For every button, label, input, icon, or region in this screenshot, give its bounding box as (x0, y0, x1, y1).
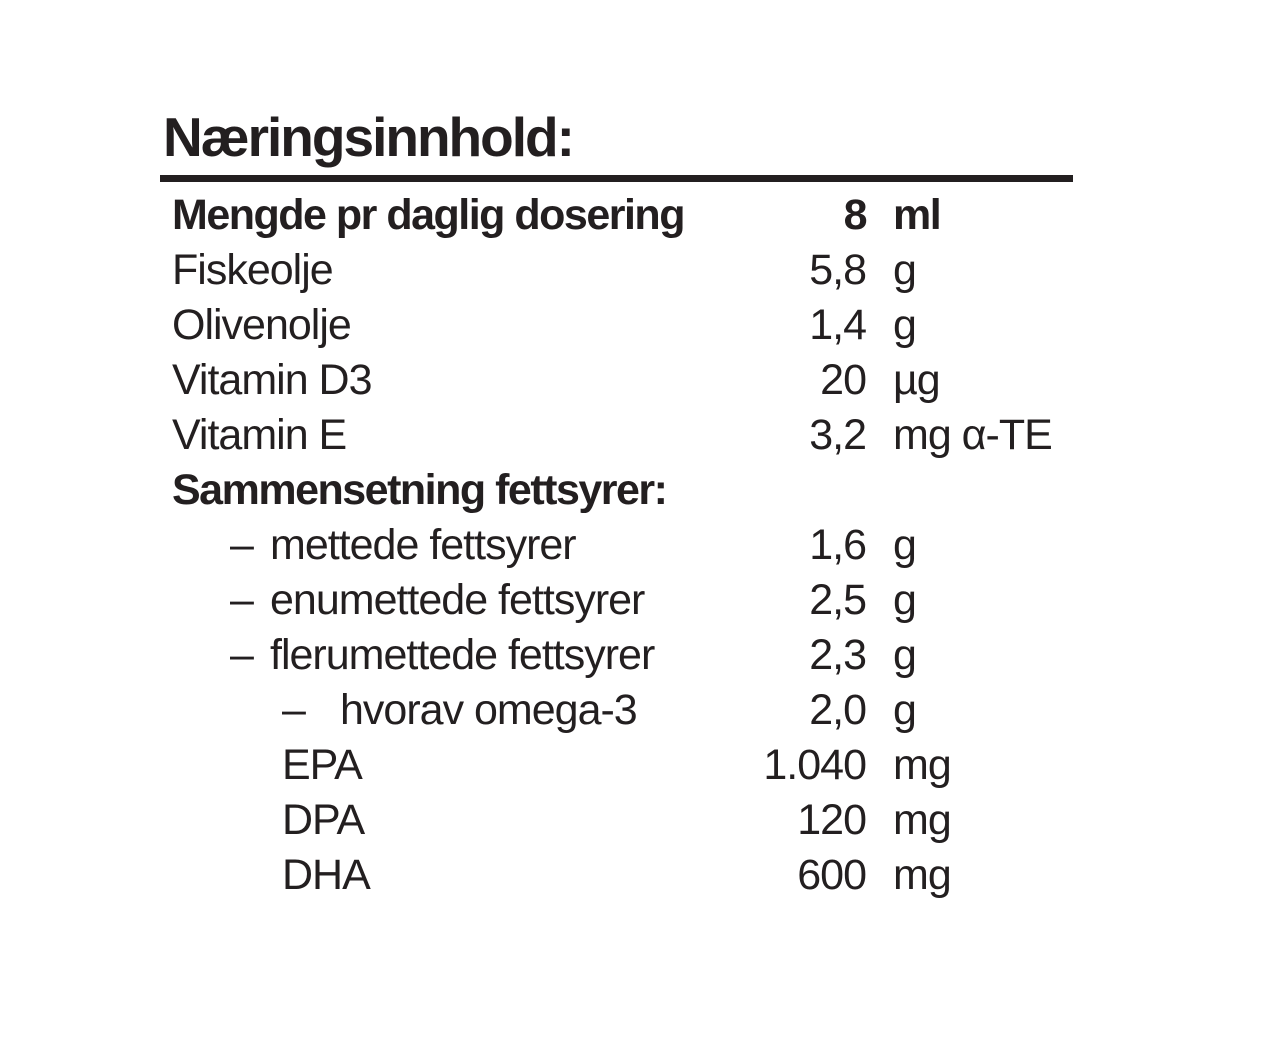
row-label-text: enumettede fettsyrer (270, 576, 645, 624)
list-dash: – (230, 576, 253, 624)
row-unit: g (893, 631, 916, 679)
row-label (160, 408, 736, 463)
table-row (160, 628, 1073, 683)
row-label-text: Vitamin E (172, 411, 347, 459)
row-value: 1,4 (809, 301, 866, 349)
table-row (160, 793, 1073, 848)
row-value: 8 (843, 191, 866, 239)
row-label (160, 298, 736, 353)
row-value: 2,3 (809, 631, 866, 679)
row-unit: g (893, 301, 916, 349)
row-unit: mg α-TE (893, 411, 1052, 459)
row-label (160, 793, 736, 848)
row-label-text: Vitamin D3 (172, 356, 372, 404)
row-label (160, 518, 736, 573)
table-row (160, 298, 1073, 353)
row-value: 120 (797, 796, 866, 844)
row-label (160, 738, 736, 793)
row-label (160, 188, 736, 243)
row-unit: g (893, 246, 916, 294)
nutrition-panel (160, 108, 1073, 903)
row-unit: ml (893, 191, 941, 239)
table-row (160, 573, 1073, 628)
row-unit: g (893, 521, 916, 569)
list-dash: – (230, 631, 253, 679)
table-row (160, 848, 1073, 903)
row-label (160, 353, 736, 408)
row-value: 1,6 (809, 521, 866, 569)
row-value: 2,0 (809, 686, 866, 734)
row-label-text: DPA (282, 796, 365, 844)
table-row (160, 188, 1073, 243)
table-row (160, 408, 1073, 463)
row-label-text: DHA (282, 851, 370, 899)
row-label-text: Fiskeolje (172, 246, 333, 294)
row-label (160, 683, 736, 738)
row-label-text: flerumettede fettsyrer (270, 631, 655, 679)
table-row (160, 518, 1073, 573)
row-label (160, 243, 736, 298)
row-unit: mg (893, 796, 951, 844)
row-label (160, 573, 736, 628)
row-value: 20 (820, 356, 866, 404)
list-dash: – (230, 521, 253, 569)
row-label-text: hvorav omega-3 (340, 686, 637, 734)
title-underline-rule (160, 175, 1073, 182)
panel-title: Næringsinnhold: (163, 106, 573, 168)
table-row (160, 353, 1073, 408)
table-row (160, 683, 1073, 738)
row-label-text: EPA (282, 741, 362, 789)
row-value: 1.040 (763, 741, 866, 789)
row-unit: g (893, 686, 916, 734)
row-value: 5,8 (809, 246, 866, 294)
row-unit: µg (893, 356, 940, 404)
row-label (160, 628, 736, 683)
row-unit: g (893, 576, 916, 624)
row-label (160, 463, 736, 518)
row-unit: mg (893, 741, 951, 789)
row-value: 2,5 (809, 576, 866, 624)
table-row (160, 243, 1073, 298)
row-label-text: Olivenolje (172, 301, 351, 349)
list-dash: – (282, 686, 305, 734)
table-row (160, 738, 1073, 793)
table-row (160, 463, 1073, 518)
row-value: 600 (797, 851, 866, 899)
row-label (160, 848, 736, 903)
row-label-text: Mengde pr daglig dosering (172, 191, 684, 239)
row-unit: mg (893, 851, 951, 899)
row-label-text: Sammensetning fettsyrer: (172, 466, 667, 514)
row-value: 3,2 (809, 411, 866, 459)
nutrition-table (160, 188, 1073, 903)
row-label-text: mettede fettsyrer (270, 521, 576, 569)
